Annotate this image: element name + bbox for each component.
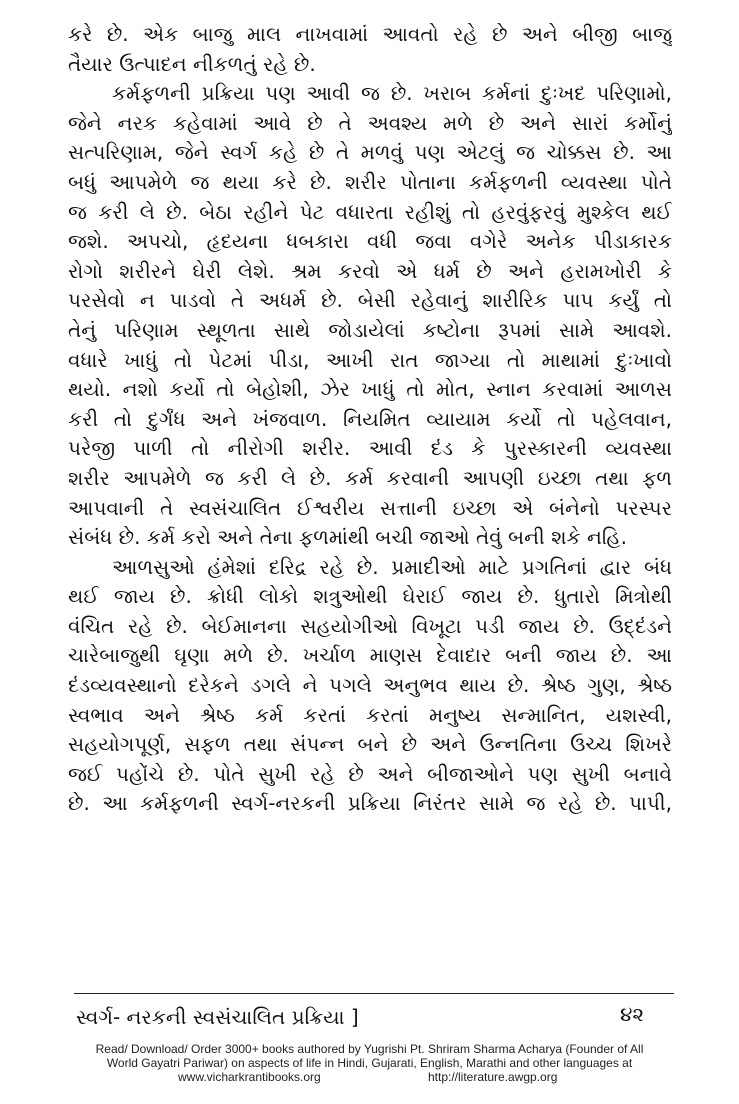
body-line: વધારે ખાધું તો પેટમાં પીડા, આખી રાત જાગ્યા તો માથામાં દુઃખાવો [68, 347, 672, 372]
credit-line-2: World Gayatri Pariwar) on aspects of life in Hindi, Gujarati, English, Marathi and other languages at [106, 1056, 633, 1070]
body-line: આપવાની તે સ્વસંચાલિત ઈશ્વરીય સત્તાની ઇચ્છા એ બંનેનો પરસ્પર [68, 495, 672, 520]
body-line: સંબંધ છે. કર્મ કરો અને તેના ફળમાંથી બચી જાઓ તેવું બની શકે નહિ. [68, 525, 627, 550]
body-line: થયો. નશો કર્યો તો બેહોશી, ઝેર ખાધું તો મોત, સ્નાન કરવામાં આળસ [68, 377, 672, 402]
body-line: બધું આપમેળે જ થયા કરે છે. શરીર પોતાના કર્મફળની વ્યવસ્થા પોતે [68, 169, 672, 194]
body-line: જશે. અપચો, હૃદયના ધબકારા વધી જવા વગેરે અનેક પીડાકારક [68, 229, 672, 254]
body-line: પરસેવો ન પાડવો તે અધર્મ છે. બેસી રહેવાનું શારીરિક પાપ કર્યું તો [68, 288, 672, 313]
body-line: છે. આ કર્મફળની સ્વર્ગ-નરકની પ્રક્રિયા નિરંતર સામે જ રહે છે. પાપી, [68, 791, 672, 816]
body-line: દંડવ્યવસ્થાનો દરેકને ડગલે ને પગલે અનુભવ થાય છે. શ્રેષ્ઠ ગુણ, શ્રેષ્ઠ [68, 673, 672, 698]
body-line: આળસુઓ હંમેશાં દરિદ્ર રહે છે. પ્રમાદીઓ માટે પ્રગતિનાં દ્વાર બંધ [112, 554, 672, 579]
body-line: થઈ જાય છે. ક્રોધી લોકો શત્રુઓથી ઘેરાઈ જાય છે. ધુતારો મિત્રોથી [68, 584, 672, 609]
awgp-literature-link[interactable]: http://literature.awgp.org [428, 1070, 558, 1084]
credit-line-1: Read/ Download/ Order 3000+ books authored by Yugrishi Pt. Shriram Sharma Acharya (Founder of All [95, 1042, 644, 1056]
body-line: ચારેબાજુથી ઘૃણા મળે છે. ખર્ચાળ માણસ દેવાદાર બની જાય છે. આ [68, 643, 672, 668]
publisher-credit [0, 1042, 739, 1070]
body-line: વંચિત રહે છે. બેઈમાનના સહયોગીઓ વિખૂટા પડી જાય છે. ઉદ્દંડને [68, 613, 672, 638]
vicharkranti-link[interactable]: www.vicharkrantibooks.org [178, 1070, 321, 1084]
body-line: કરે છે. એક બાજુ માલ નાખવામાં આવતો રહે છે અને બીજી બાજુ [68, 22, 672, 46]
body-line: જ કરી લે છે. બેઠા રહીને પેટ વધારતા રહીશું તો હરવુંફરવું મુશ્કેલ થઈ [68, 199, 672, 224]
body-line: તૈયાર ઉત્પાદન નીકળતું રહે છે. [68, 51, 316, 76]
running-title: સ્વર્ગ- નરકની સ્વસંચાલિત પ્રક્રિયા ] [76, 1005, 359, 1029]
body-line: સત્પરિણામ, જેને સ્વર્ગ કહે છે તે મળવું પણ એટલું જ ચોક્કસ છે. આ [68, 140, 672, 165]
body-line: સહયોગપૂર્ણ, સફળ તથા સંપન્ન બને છે અને ઉન્નતિના ઉચ્ચ શિખરે [68, 732, 672, 757]
body-line: સ્વભાવ અને શ્રેષ્ઠ કર્મ કરતાં કરતાં મનુષ્ય સન્માનિત, યશસ્વી, [68, 702, 672, 727]
body-line: જેને નરક કહેવામાં આવે છે તે અવશ્ય મળે છે અને સારાં કર્મોનું [68, 110, 672, 135]
body-line: તેનું પરિણામ સ્થૂળતા સાથે જોડાયેલાં કષ્ટોના રૂપમાં સામે આવશે. [68, 317, 672, 342]
body-line: કર્મફળની પ્રક્રિયા પણ આવી જ છે. ખરાબ કર્મનાં દુઃખદ પરિણામો, [112, 81, 672, 106]
footer-divider [74, 993, 674, 994]
body-line: રોગો શરીરને ઘેરી લેશે. શ્રમ કરવો એ ધર્મ છે અને હરામખોરી કે [68, 258, 672, 283]
body-text [68, 20, 672, 819]
body-line: કરી તો દુર્ગંધ અને ખંજવાળ. નિયમિત વ્યાયામ કર્યો તો પહેલવાન, [68, 406, 672, 431]
body-line: જઈ પહોંચે છે. પોતે સુખી રહે છે અને બીજાઓને પણ સુખી બનાવે [68, 761, 672, 786]
body-line: પરેજી પાળી તો નીરોગી શરીર. આવી દંડ કે પુરસ્કારની વ્યવસ્થા [68, 436, 672, 461]
page-number: ૪૨ [620, 1002, 645, 1026]
body-line: શરીર આપમેળે જ કરી લે છે. કર્મ કરવાની આપણી ઇચ્છા તથા ફળ [68, 465, 672, 490]
